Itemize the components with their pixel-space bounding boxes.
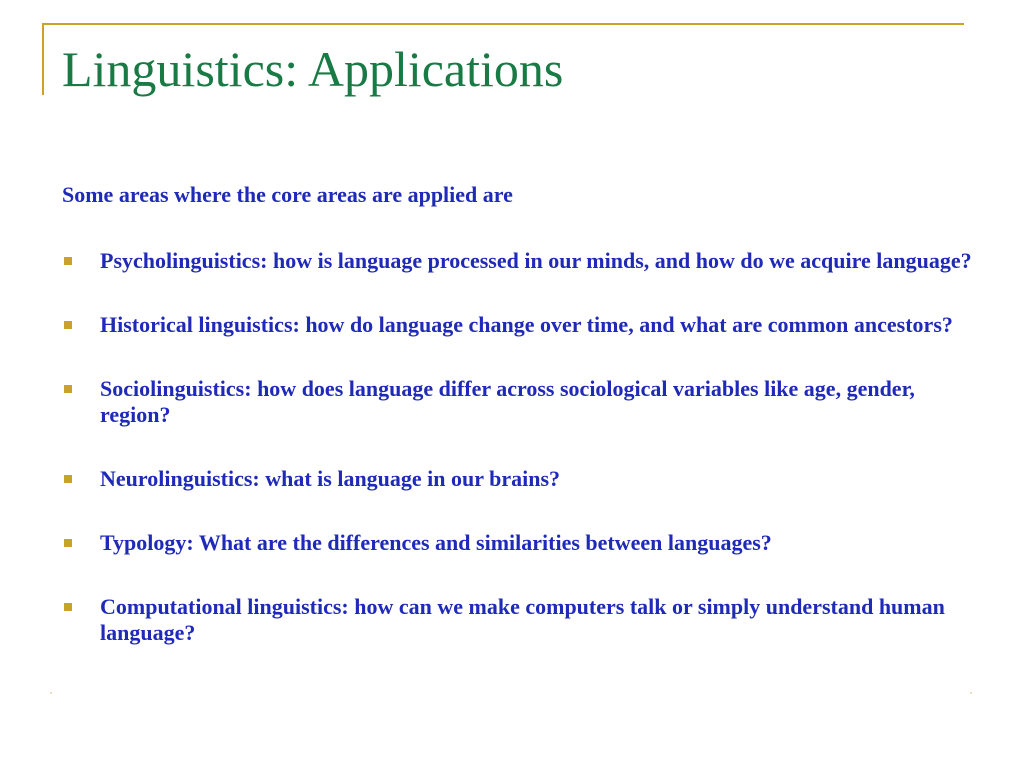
bullet-text: Historical linguistics: how do language change over time, and what are common ancestors? [100,312,953,337]
slide-frame-left-line [42,23,44,95]
square-bullet-icon [64,321,72,329]
square-bullet-icon [64,603,72,611]
square-bullet-icon [64,385,72,393]
decorative-dot-right [970,692,972,694]
bullet-text: Sociolinguistics: how does language differ across sociological variables like age, gender, region? [100,376,915,427]
bullet-text: Psycholinguistics: how is language processed in our minds, and how do we acquire language? [100,248,972,273]
square-bullet-icon [64,475,72,483]
slide-frame-top-line [42,23,964,25]
slide-title: Linguistics: Applications [62,41,564,97]
bullet-text: Computational linguistics: how can we make computers talk or simply understand human language? [100,594,945,645]
square-bullet-icon [64,539,72,547]
bullet-text: Typology: What are the differences and similarities between languages? [100,530,772,555]
bullet-item-computational-linguistics [62,594,972,646]
bullet-item-psycholinguistics [62,248,972,274]
square-bullet-icon [64,257,72,265]
bullet-item-historical-linguistics [62,312,972,338]
bullet-item-neurolinguistics [62,466,972,492]
decorative-dot-left [50,692,52,694]
bullet-item-typology [62,530,972,556]
bullet-list [62,248,972,684]
bullet-item-sociolinguistics [62,376,972,428]
intro-text: Some areas where the core areas are applied are [62,182,513,207]
bullet-text: Neurolinguistics: what is language in our brains? [100,466,561,491]
